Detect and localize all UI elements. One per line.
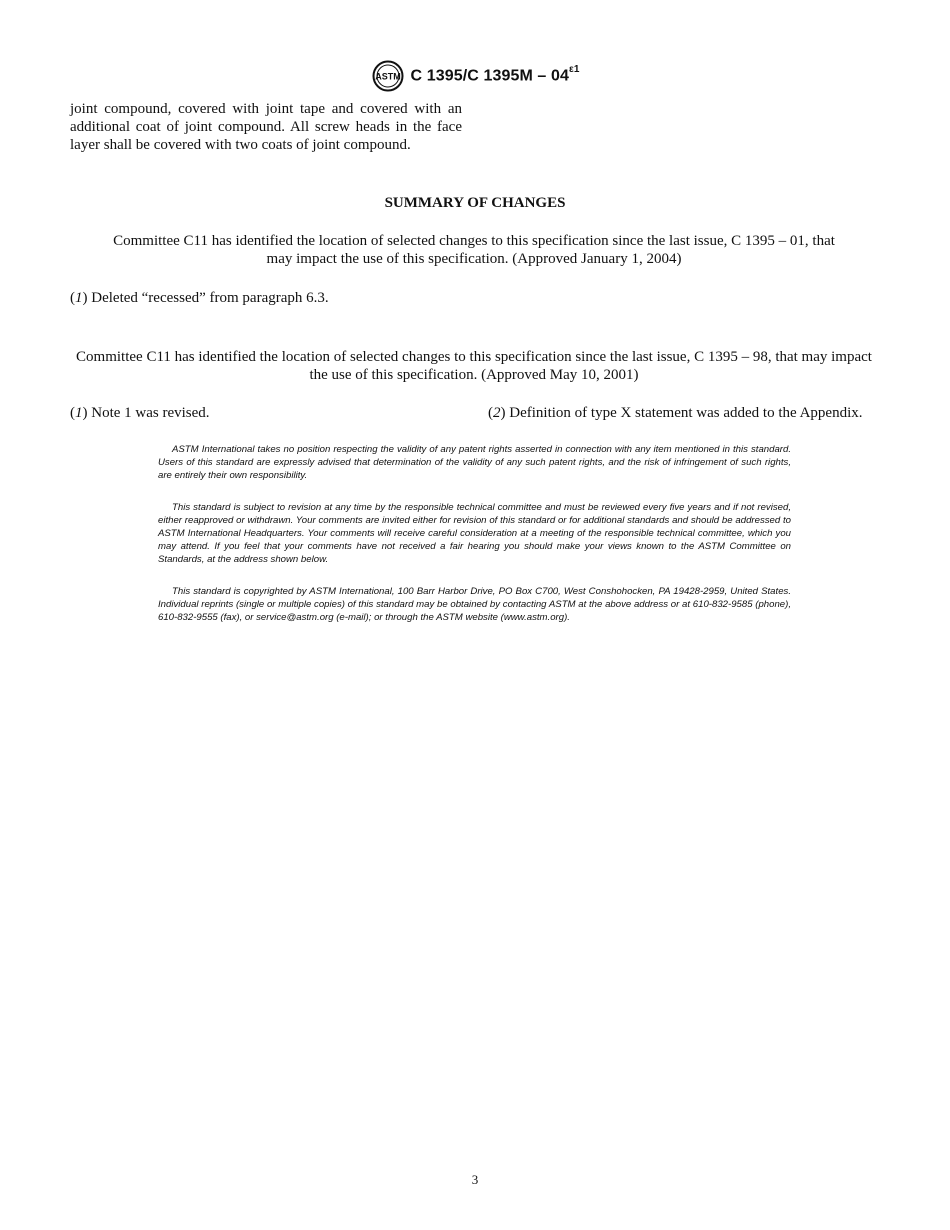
patent-notice: ASTM International takes no position respecting the validity of any patent rights asserted in connection with any item mentioned in this standard. Users of this standard are expressly advised that determination of the validity of any such patent rights, and the risk of infringement of such rights, are entirely their own responsibility. [158,444,791,481]
continuation-paragraph: joint compound, covered with joint tape and covered with an additional coat of joint compound. All screw heads in the face layer shall be covered with two coats of joint compound. [70,101,462,153]
page-number: 3 [471,1172,479,1187]
standard-designation: C 1395/C $1395M - 04^{\varepsilon 1}$ [410,64,580,85]
copyright-notice: This standard is copyrighted by ASTM International, 100 Barr Harbor Drive, PO Box C700, West Conshohocken, PA 19428-2959, United States. Individual reprints (single or multiple copies) of this standard may be obtained by contacting ASTM at the above address or at 610-832-9585 (phone), 610-832-9555 (fax), or service@astm.org (e-mail); or through the ASTM website (www.astm.org). [158,586,791,623]
change-item-2004-1: (1) Deleted “recessed” from paragraph 6.3. [70,290,329,306]
svg-text:ASTM: ASTM [374,71,401,82]
revision-notice: This standard is subject to revision at any time by the responsible technical committee and must be reviewed every five years and if not revised, either reapproved or withdrawn. Your comments are invited either for revision of this standard or for additional standards and should be addressed to ASTM International Headquarters. Your comments will receive careful consideration at a meeting of the responsible technical committee, which you may attend. If you feel that your comments have not received a fair hearing you should make your views known to the ASTM Committee on Standards, at the address shown below. [158,502,791,565]
summary-title: SUMMARY OF CHANGES [384,195,566,211]
designation-superscript: ε1 [568,64,580,76]
change-note-2004: Committee C11 has identified the location of selected changes to this specification since the last issue, C 1395 – 01, that may impact the use of this specification. (Approved January 1, 2004) [113,233,835,267]
change-item-2001-1: (1) Note 1 was revised. [70,405,210,421]
page-header [0,60,950,92]
astm-logo-icon [371,60,405,92]
change-item-2001-2: (2) Definition of type X statement was added to the Appendix. [488,405,863,421]
change-note-2001: Committee C11 has identified the location of selected changes to this specification since the last issue, C 1395 – 98, that may impact the use of this specification. (Approved May 10, 2001) [76,349,872,383]
